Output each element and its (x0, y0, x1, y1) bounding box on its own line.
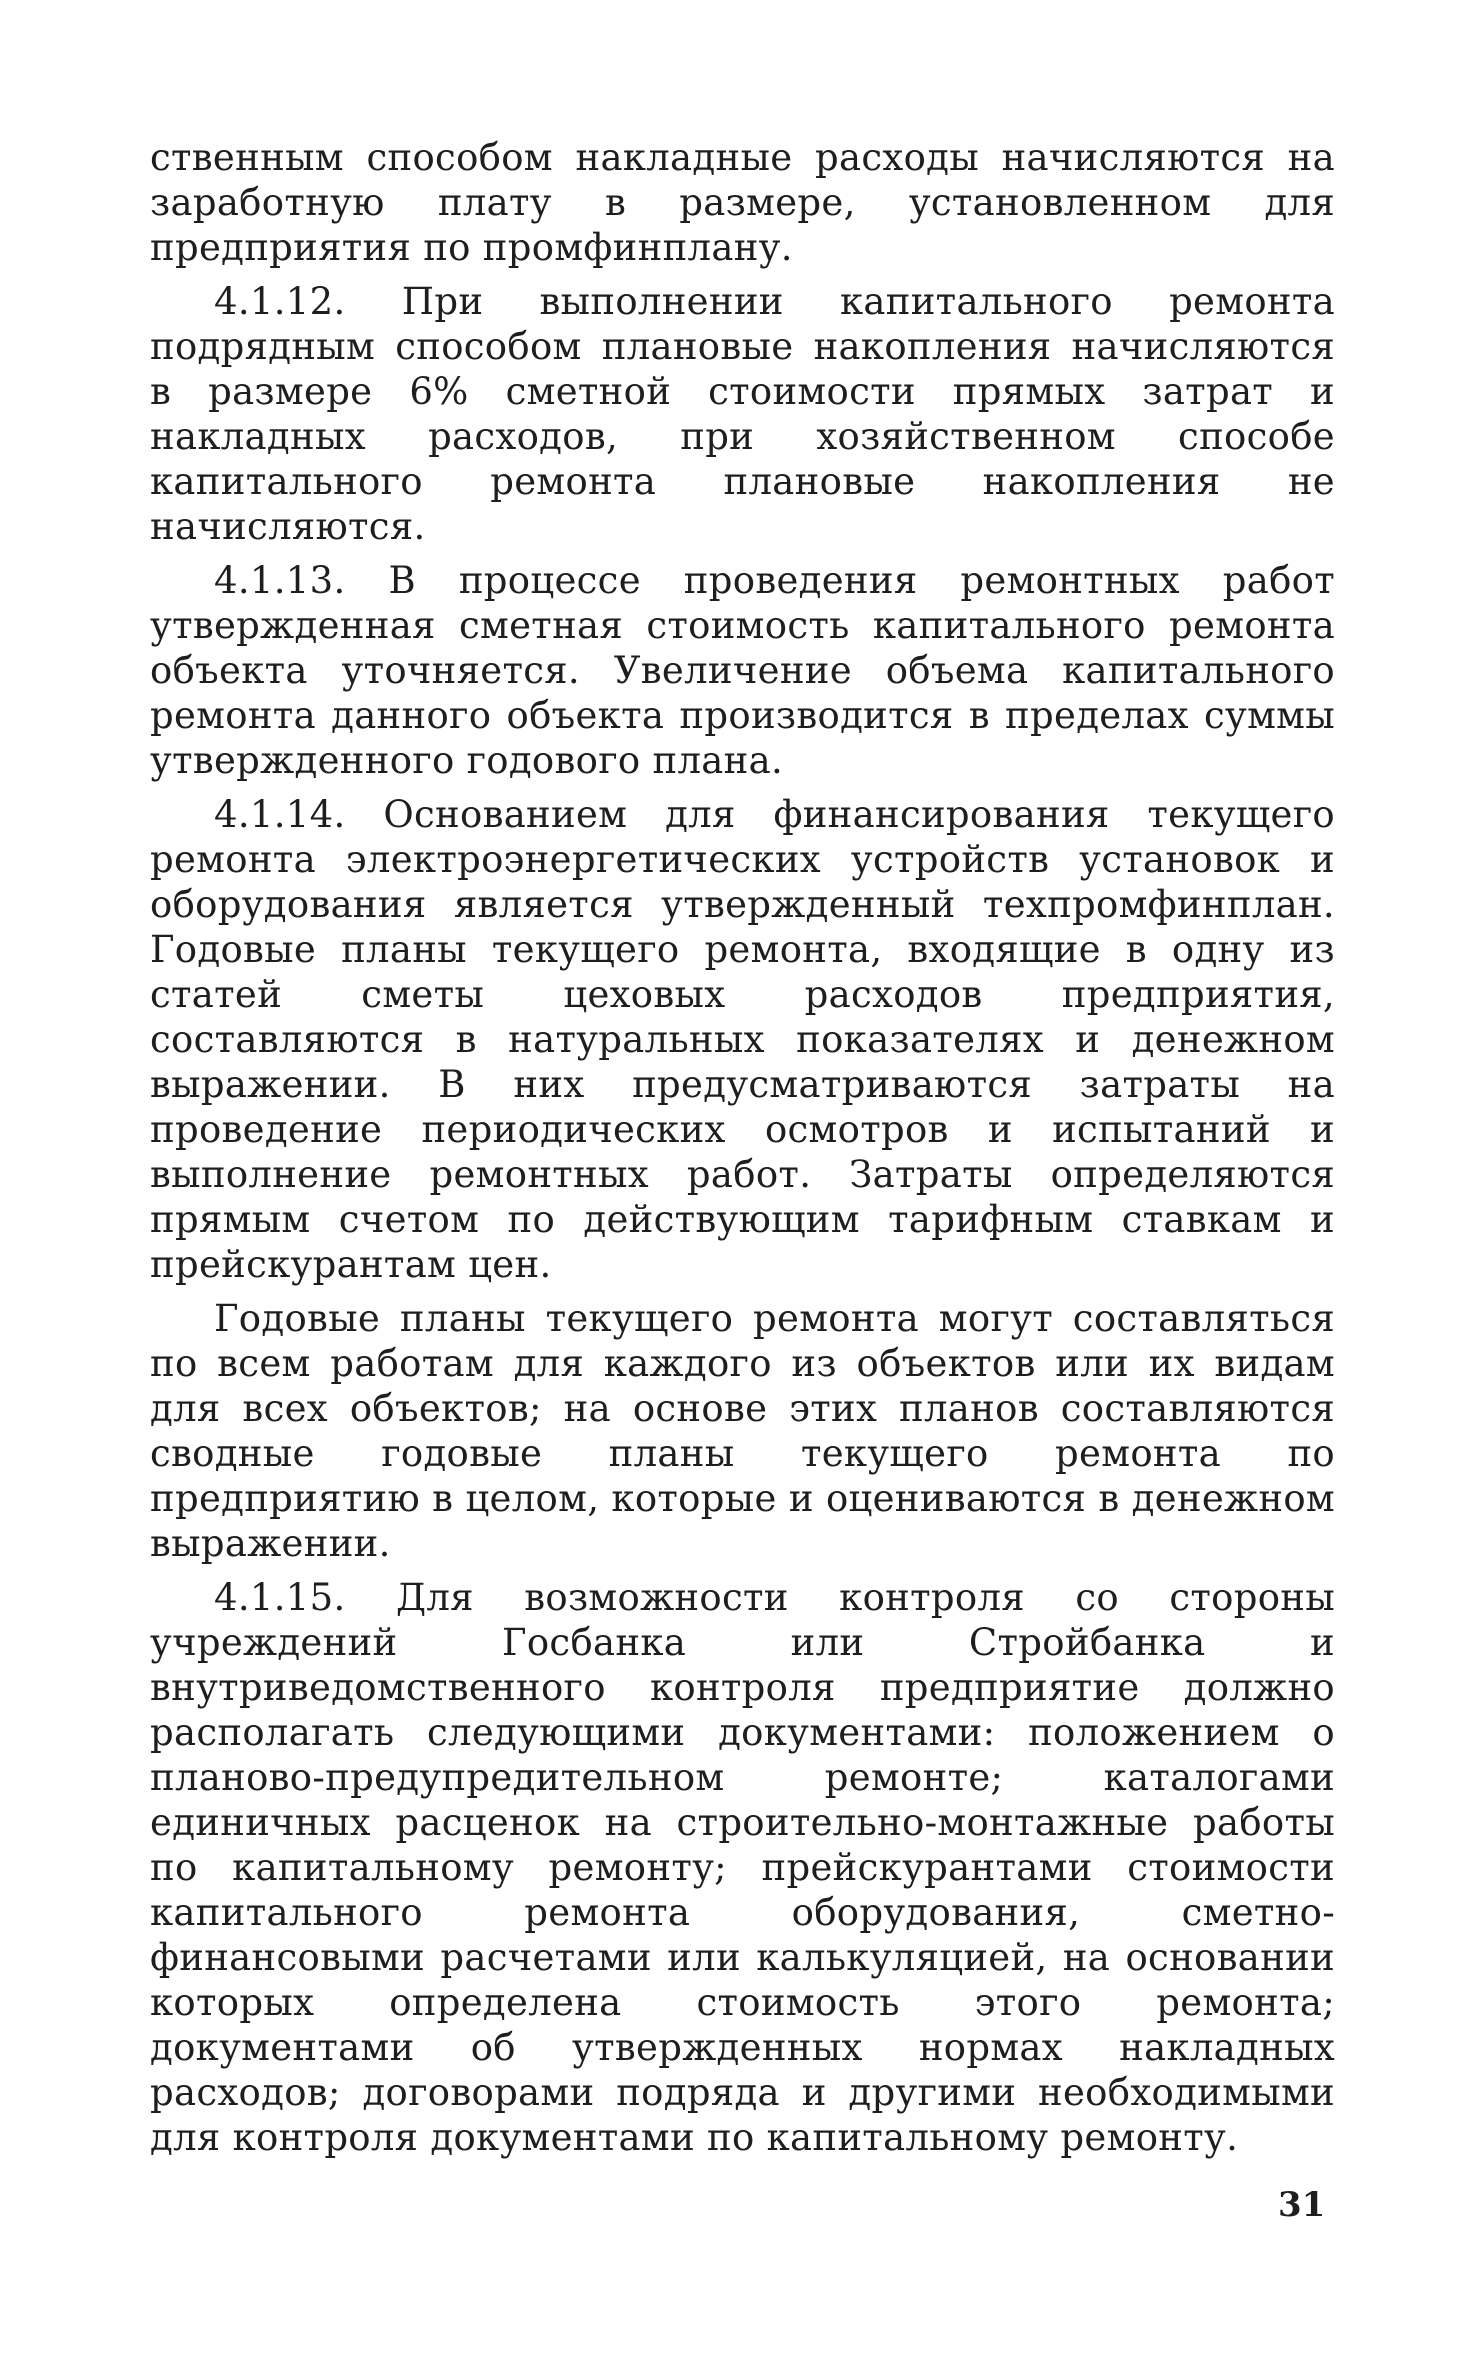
paragraph-annual-plans: Годовые планы текущего ремонта могут составляться по всем работам для каждого из объектов или их видам для всех объектов; на основе этих планов составляются сводные годовые планы текущего ремонта по предприятию в целом, которые и оцениваются в денежном выражении. (150, 1297, 1335, 1565)
paragraph-4-1-13: 4.1.13. В процессе проведения ремонтных работ утвержденная сметная стоимость капитального ремонта объекта уточняется. Увеличение объема капитального ремонта данного объекта производится в пределах суммы утвержденного годового плана. (150, 559, 1335, 782)
body-text (150, 135, 1335, 2169)
paragraph-4-1-15: 4.1.15. Для возможности контроля со стороны учреждений Госбанка или Стройбанка и внутриведомственного контроля предприятие должно располагать следующими документами: положением о планово-предупредительном ремонте; каталогами единичных расценок на строительно-монтажные работы по капитальному ремонту; прейскурантами стоимости капитального ремонта оборудования, сметно-финансовыми расчетами или калькуляцией, на основании которых определена стоимость этого ремонта; документами об утвержденных нормах накладных расходов; договорами подряда и другими необходимыми для контроля документами по капитальному ремонту. (150, 1576, 1335, 2159)
paragraph-4-1-12: 4.1.12. При выполнении капитального ремонта подрядным способом плановые накопления начисляются в размере 6% сметной стоимости прямых затрат и накладных расходов, при хозяйственном способе капитального ремонта плановые накопления не начисляются. (150, 280, 1335, 548)
page-number: 31 (1278, 2185, 1326, 2225)
paragraph-continuation: ственным способом накладные расходы начисляются на заработную плату в размере, установленном для предприятия по промфинплану. (150, 136, 1335, 269)
paragraph-4-1-14: 4.1.14. Основанием для финансирования текущего ремонта электроэнергетических устройств установок и оборудования является утвержденный техпромфинплан. Годовые планы текущего ремонта, входящие в одну из статей сметы цеховых расходов предприятия, составляются в натуральных показателях и денежном выражении. В них предусматриваются затраты на проведение периодических осмотров и испытаний и выполнение ремонтных работ. Затраты определяются прямым счетом по действующим тарифным ставкам и прейскурантам цен. (150, 793, 1335, 1286)
